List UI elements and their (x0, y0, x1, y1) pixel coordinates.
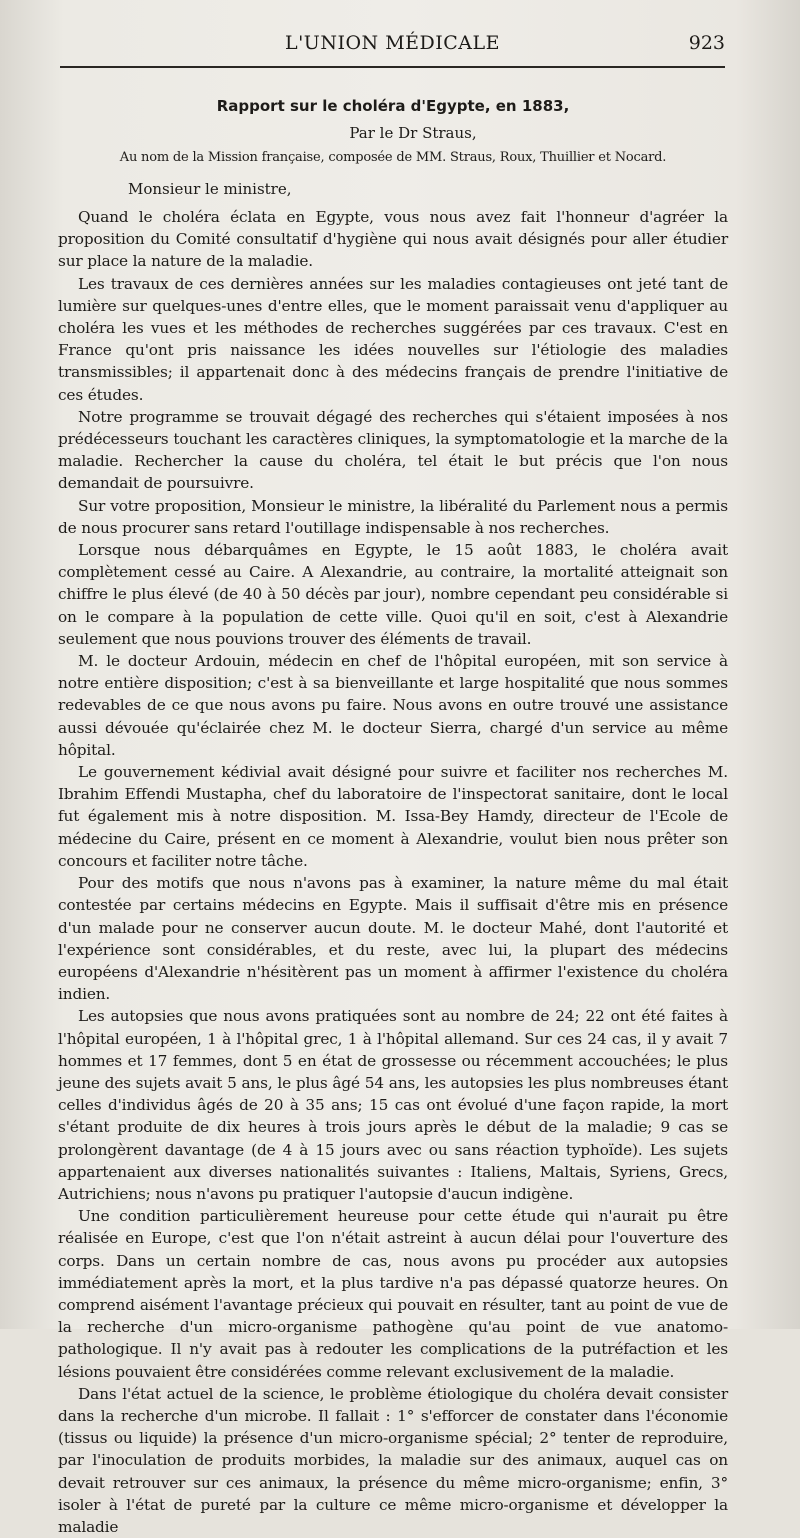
paragraph-10: Une condition particulièrement heureuse pour cette étude qui n'aurait pu être réalisée en Europe, c'est que l'on n'était astreint à aucun délai pour l'ouverture des corps. Dans un certain nombre de cas, nous avons pu procéder aux autopsies immédiatement après la mort, et la plus tardive n'a pas dépassé quatorze heures. On comprend aisément l'avantage précieux qui pouvait en résulter, tant au point de vue de la recherche d'un micro-organisme pathogène qu'au point de vue anatomo-pathologique. Il n'y avait pas à redouter les complications de la putréfaction et les lésions pouvaient être considérées comme relevant exclusivement de la maladie. (58, 1207, 728, 1381)
paragraph-9: Les autopsies que nous avons pratiquées sont au nombre de 24; 22 ont été faites à l'hôpital européen, 1 à l'hôpital grec, 1 à l'hôpital allemand. Sur ces 24 cas, il y avait 7 hommes et 17 femmes, dont 5 en état de grossesse ou récemment accouchées; le plus jeune des sujets avait 5 ans, le plus âgé 54 ans, les autopsies les plus nombreuses étant celles d'individus âgés de 20 à 35 ans; 15 cas ont évolué d'une façon rapide, la mort s'étant produite de dix heures à trois jours après le début de la maladie; 9 cas se prolongèrent davantage (de 4 à 15 jours avec ou sans réaction typhoïde). Les sujets appartenaient aux diverses nationalités suivantes : Italiens, Maltais, Syriens, Grecs, Autrichiens; nous n'avons pu pratiquer l'autopsie d'aucun indigène. (58, 1007, 728, 1203)
affiliation: Au nom de la Mission française, composée de MM. Straus, Roux, Thuillier et Nocard. (119, 150, 667, 165)
paragraph-5: Lorsque nous débarquâmes en Egypte, le 15 août 1883, le choléra avait complètement cessé au Caire. A Alexandrie, au contraire, la mortalité atteignait son chiffre le plus élevé (de 40 à 50 décès par jour), nombre cependant peu considérable si on le compare à la population de cette ville. Quoi qu'il en soit, c'est à Alexandrie seulement que nous pouvions trouver des éléments de travail. (58, 541, 728, 648)
paragraph-8: Pour des motifs que nous n'avons pas à examiner, la nature même du mal était contestée par certains médecins en Egypte. Mais il suffisait d'être mis en présence d'un malade pour ne conserver aucun doute. M. le docteur Mahé, dont l'autorité et l'expérience sont considérables, et du reste, avec lui, la plupart des médecins européens d'Alexandrie n'hésitèrent pas un moment à affirmer l'existence du choléra indien. (58, 874, 728, 1004)
paragraph-1: Quand le choléra éclata en Egypte, vous nous avez fait l'honneur d'agréer la proposition du Comité consultatif d'hygiène qui nous avait désignés pour aller étudier sur place la nature de la maladie. (58, 208, 728, 271)
paragraph-2: Les travaux de ces dernières années sur les maladies contagieuses ont jeté tant de lumière sur quelques-unes d'entre elles, que le moment paraissait venu d'appliquer au choléra les vues et les méthodes de recherches suggérées par ces travaux. C'est en France qu'ont pris naissance les idées nouvelles sur l'étiologie des maladies transmissibles; il appartenait donc à des médecins français de prendre l'initiative de ces études. (58, 274, 728, 404)
paragraph-11: Dans l'état actuel de la science, le problème étiologique du choléra devait consister dans la recherche d'un microbe. Il fallait : 1° s'efforcer de constater dans l'économie (tissus ou liquide) la présence d'un micro-organisme spécial; 2° tenter de reproduire, par l'inoculation de produits morbides, la maladie sur des animaux, auquel cas on devait retrouver sur ces animaux, la présence du même micro-organisme; enfin, 3° isoler à l'état de pureté par la culture ce même micro-organisme et développer la maladie (58, 1384, 728, 1536)
body-text (58, 206, 728, 1538)
header-rule (60, 66, 725, 68)
paragraph-3: Notre programme se trouvait dégagé des recherches qui s'étaient imposées à nos prédécesseurs touchant les caractères cliniques, la symptomatologie et la marche de la maladie. Rechercher la cause du choléra, tel était le but précis que l'on nous demandait de poursuivre. (58, 407, 728, 493)
paragraph-4: Sur votre proposition, Monsieur le ministre, la libéralité du Parlement nous a permis de nous procurer sans retard l'outillage indispensable à nos recherches. (58, 496, 728, 537)
running-title: L'UNION MÉDICALE (284, 32, 501, 54)
byline: Par le Dr Straus, (349, 124, 477, 142)
article (58, 92, 728, 1538)
paragraph-6: M. le docteur Ardouin, médecin en chef de l'hôpital européen, mit son service à notre entière disposition; c'est à sa bienveillante et large hospitalité que nous sommes redevables de ce que nous avons pu faire. Nous avons en outre trouvé une assistance aussi dévouée qu'éclairée chez M. le docteur Sierra, chargé d'un service au même hôpital. (58, 652, 728, 759)
paragraph-7: Le gouvernement kédivial avait désigné pour suivre et faciliter nos recherches M. Ibrahim Effendi Mustapha, chef du laboratoire de l'inspectorat sanitaire, dont le local fut également mis à notre disposition. M. Issa-Bey Hamdy, directeur de l'Ecole de médecine du Caire, présent en ce moment à Alexandrie, voulut bien nous prêter son concours et faciliter notre tâche. (58, 763, 728, 870)
salutation: Monsieur le ministre, (128, 180, 292, 198)
page-number: 923 (688, 32, 725, 54)
article-title: Rapport sur le choléra d'Egypte, en 1883, (216, 97, 570, 115)
page-header (60, 30, 725, 64)
